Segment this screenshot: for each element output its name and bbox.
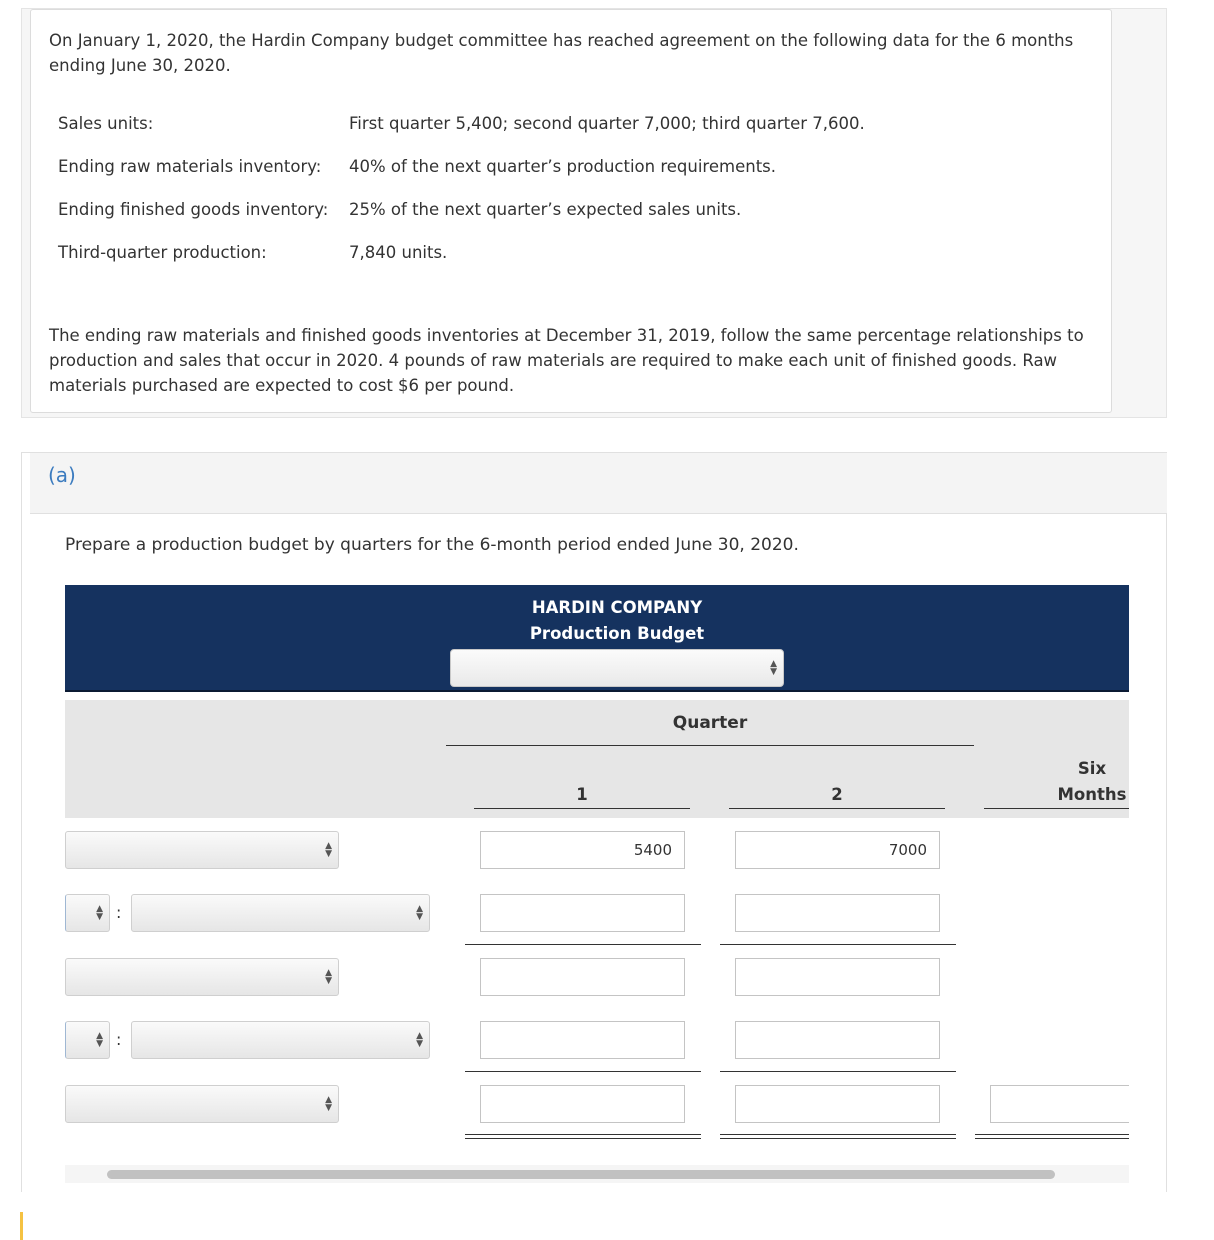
up-down-arrows-icon: ▲ ▼: [770, 659, 777, 677]
subtotal-rule-q1-2: [465, 1071, 701, 1072]
row2-q1-input[interactable]: [480, 894, 685, 932]
row3-q2-input[interactable]: [735, 958, 940, 996]
total-rule-six-b: [975, 1138, 1129, 1139]
row3-q1-input[interactable]: [480, 958, 685, 996]
problem-intro: On January 1, 2020, the Hardin Company budget committee has reached agreement on the following data for the 6 months ending June 30, 2020.: [49, 31, 1074, 75]
data-label-finished-goods: Ending finished goods inventory:: [58, 200, 329, 219]
row1-q2-input[interactable]: 7000: [735, 831, 940, 869]
company-name: HARDIN COMPANY: [531, 598, 703, 617]
problem-card: [30, 9, 1112, 413]
row2-q2-input[interactable]: [735, 894, 940, 932]
data-label-raw-materials: Ending raw materials inventory:: [58, 157, 322, 176]
quarter-rule: [446, 745, 974, 746]
data-value-raw-materials: 40% of the next quarter’s production requirements.: [349, 157, 777, 176]
col-rule-1: [474, 808, 690, 809]
col-rule-2: [729, 808, 945, 809]
col-head-six-line2: Months: [1057, 785, 1127, 804]
row2-operator-select[interactable]: [65, 894, 110, 932]
row4-q1-input[interactable]: [480, 1021, 685, 1059]
row4-label-select[interactable]: [131, 1021, 430, 1059]
data-value-sales: First quarter 5,400; second quarter 7,000; third quarter 7,600.: [349, 114, 865, 133]
part-a-panel: [21, 452, 1167, 1192]
col-rule-3: [984, 808, 1129, 809]
instruction-text: Prepare a production budget by quarters for the 6-month period ended June 30, 2020.: [65, 535, 799, 555]
data-label-third-quarter: Third-quarter production:: [58, 243, 267, 262]
problem-outro: The ending raw materials and finished goods inventories at December 31, 2019, follow the same percentage relationships to production and sales that occur in 2020. 4 pounds of raw materials are required to make each unit of finished goods. Raw materials purchased are expected to cost $6 per pound.: [49, 326, 1084, 395]
data-label-sales: Sales units:: [58, 114, 154, 133]
up-down-arrows-icon: ▲ ▼: [96, 1031, 103, 1049]
header-divider: [65, 690, 1129, 692]
total-rule-q2-a: [720, 1134, 956, 1135]
col-head-quarter-1: 1: [576, 785, 588, 804]
row5-q1-input[interactable]: [480, 1085, 685, 1123]
col-head-quarter-2: 2: [831, 785, 843, 804]
total-rule-q2-b: [720, 1138, 956, 1139]
focus-marker: [20, 1212, 23, 1240]
row4-colon: :: [116, 1030, 122, 1049]
row2-label-select[interactable]: [131, 894, 430, 932]
total-rule-six-a: [975, 1134, 1129, 1135]
up-down-arrows-icon: ▲ ▼: [416, 1031, 423, 1049]
data-value-finished-goods: 25% of the next quarter’s expected sales units.: [349, 200, 742, 219]
row1-q1-input[interactable]: 5400: [480, 831, 685, 869]
up-down-arrows-icon: ▲ ▼: [325, 841, 332, 859]
total-rule-q1-a: [465, 1134, 701, 1135]
up-down-arrows-icon: ▲ ▼: [325, 968, 332, 986]
scrollbar-thumb[interactable]: [107, 1170, 1055, 1179]
row5-six-months-input[interactable]: [990, 1085, 1129, 1123]
quarter-heading: Quarter: [672, 713, 748, 733]
subtotal-rule-q2-2: [720, 1071, 956, 1072]
part-letter: (a): [48, 463, 76, 487]
up-down-arrows-icon: ▲ ▼: [325, 1095, 332, 1113]
row4-q2-input[interactable]: [735, 1021, 940, 1059]
row1-label-select[interactable]: [65, 831, 339, 869]
budget-title: Production Budget: [529, 624, 705, 643]
up-down-arrows-icon: ▲ ▼: [416, 904, 423, 922]
row5-q2-input[interactable]: [735, 1085, 940, 1123]
col-head-six-line1: Six: [1077, 759, 1107, 778]
problem-panel: [21, 8, 1167, 418]
data-value-third-quarter: 7,840 units.: [349, 243, 448, 262]
row3-label-select[interactable]: [65, 958, 339, 996]
total-rule-q1-b: [465, 1138, 701, 1139]
up-down-arrows-icon: ▲ ▼: [96, 904, 103, 922]
part-a-header: [30, 453, 1167, 514]
row4-operator-select[interactable]: [65, 1021, 110, 1059]
subtotal-rule-q2: [720, 944, 956, 945]
row5-label-select[interactable]: [65, 1085, 339, 1123]
row2-colon: :: [116, 903, 122, 922]
subtotal-rule-q1: [465, 944, 701, 945]
period-select[interactable]: [450, 649, 784, 687]
